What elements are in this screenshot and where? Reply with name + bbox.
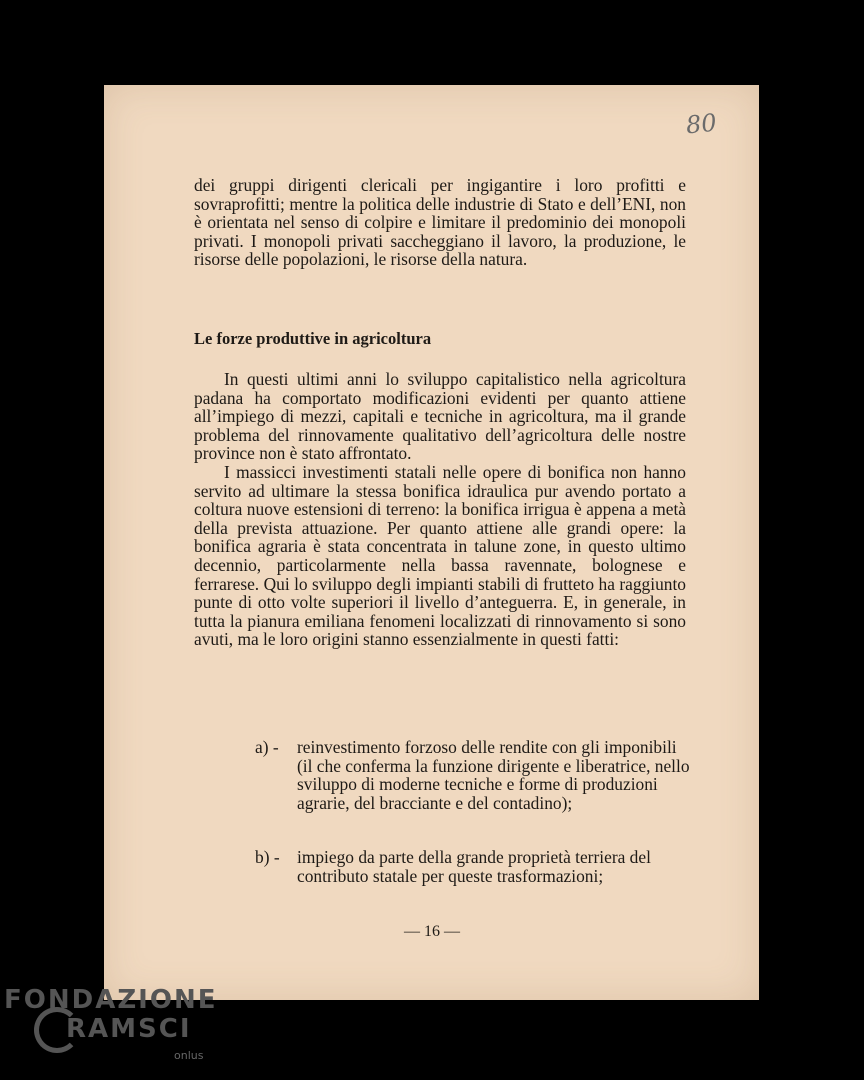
list-marker: a) - (255, 737, 279, 757)
fondazione-gramsci-logo (4, 985, 218, 1080)
page-number: — 16 — (404, 923, 460, 940)
section-body (194, 370, 686, 649)
paragraph-intro (194, 176, 686, 269)
list-marker: b) - (255, 847, 280, 867)
logo-line-2: RAMSCI (66, 1014, 192, 1044)
paragraph-text: dei gruppi dirigenti clericali per ingigantire i loro profitti e sovraprofitti; mentre la politica delle industrie di Stato e dell’ENI, non è orientata nel senso di colpire e limitare il predominio dei monopoli privati. I monopoli privati saccheggiano il lavoro, la produzione, le risorse delle popolazioni, le risorse della natura. (194, 175, 686, 270)
paragraph-text: In questi ultimi anni lo sviluppo capitalistico nella agricoltura padana ha comportato modificazioni evidenti per quanto attiene all’impiego di mezzi, capitali e tecniche in agricoltura, ma il grande problema del rinnovamente qualitativo dell’agricoltura delle nostre province non è stato affrontato. (194, 369, 686, 464)
list-item (255, 738, 695, 812)
list-item-text: impiego da parte della grande proprietà terriera del contributo statale per queste trasformazioni; (297, 847, 651, 886)
list-item (255, 848, 695, 885)
paragraph-text: I massicci investimenti statali nelle opere di bonifica non hanno servito ad ultimare la stessa bonifica idraulica pur avendo portato a coltura nuove estensioni di terreno: la bonifica irrigua è appena a metà della prevista attuazione. Per quanto attiene alle grandi opere: la bonifica agraria è stata concentrata in talune zone, in questo ultimo decennio, particolarmente nella bassa ravennate, bolognese e ferrarese. Qui lo sviluppo degli impianti stabili di frutteto ha raggiunto punte di otto volte superiori il livello d’anteguerra. E, in generale, in tutta la pianura emiliana fenomeni localizzati di rinnovamento si sono avuti, ma le loro origini stanno essenzialmente in questi fatti: (194, 461, 686, 650)
section-heading: Le forze produttive in agricoltura (194, 329, 432, 348)
logo-line-3: onlus (174, 1049, 204, 1062)
handwritten-page-annotation: 80 (684, 108, 718, 140)
list-item-text: reinvestimento forzoso delle rendite con gli imponibili (il che conferma la funzione dirigente e liberatrice, nello sviluppo di moderne tecniche e forme di produzioni agrarie, del bracciante e del contadino); (297, 737, 690, 813)
logo-line-1: FONDAZIONE (4, 985, 218, 1015)
